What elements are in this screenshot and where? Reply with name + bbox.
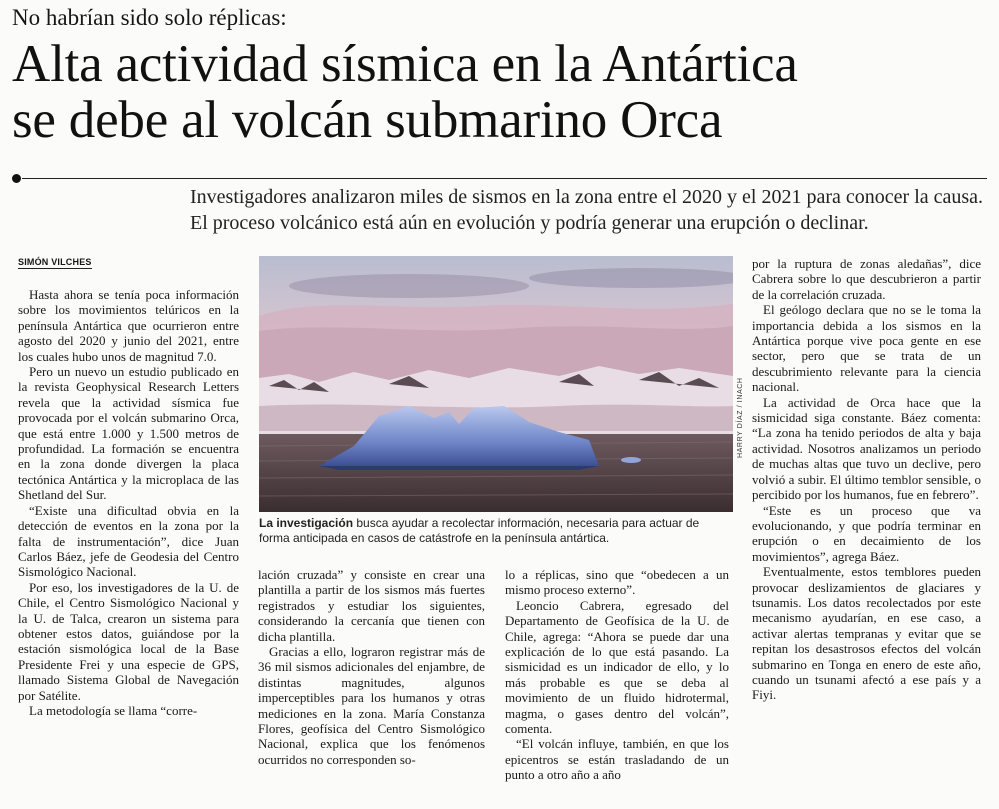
- paragraph: lación cruzada” y consiste en crear una plantilla a partir de los sismos más fuertes registrados y estudiar los siguientes, considerando la cercanía que tienen con dicha plantilla.: [258, 567, 485, 644]
- paragraph: La actividad de Orca hace que la sismicidad siga constante. Báez comenta: “La zona ha tenido periodos de alta y baja actividad. Nosotros analizamos un periodo de muchas altas que tuvo un declive, pero volvió a subir. El último temblor sensible, o percibido por los humanos, fue en febrero”.: [752, 394, 981, 503]
- paragraph: La metodología se llama “corre-: [29, 702, 198, 718]
- headline-rule: [22, 178, 987, 179]
- paragraph: Por eso, los investigadores de la U. de Chile, el Centro Sismológico Nacional y la U. de Talca, crearon un sistema para obtener estos datos, guiándose por la estación sismológica local de la Base Presidente Frei y una especie de GPS, llamado Sistema Global de Navegación por Satélite.: [18, 579, 239, 703]
- paragraph: Eventualmente, estos temblores pueden provocar deslizamientos de glaciares y tsunamis. Los datos recolectados por este mecanismo ayudarían, en ese caso, a activar alertas tempranas y evitar que se repitan los desastrosos efectos del volcán submarino en Tonga en enero de este año, cuando un tsunami afectó a ese país y a Fiyi.: [752, 564, 981, 703]
- paragraph: El geólogo declara que no se le toma la importancia debida a los sismos en la Antártica porque vive poca gente en ese sector, pero que se trata de un descubrimiento relevante para la ciencia nacional.: [752, 302, 981, 395]
- article-photo: [259, 256, 733, 512]
- article-column-2: [258, 567, 485, 767]
- paragraph: lo a réplicas, sino que “obedecen a un mismo proceso externo”.: [505, 567, 729, 598]
- photo-caption: [259, 516, 733, 546]
- paragraph: “El volcán influye, también, en que los epicentros se están trasladando de un punto a otro año a año: [505, 736, 729, 783]
- iceberg-photo-image: [259, 256, 733, 512]
- photo-credit: HARRY DÍAZ / INACH: [737, 377, 744, 458]
- paragraph: Hasta ahora se tenía poca información sobre los movimientos telúricos en la península Antártica que ocurrieron entre agosto del 2020 y junio del 2021, entre los cuales hubo unos de magnitud 7.0.: [18, 287, 239, 364]
- paragraph: “Existe una dificultad obvia en la detección de eventos en la zona por la falta de instrumentación”, dice Juan Carlos Báez, jefe de Geodesia del Centro Sismológico Nacional.: [18, 502, 239, 580]
- deck: Investigadores analizaron miles de sismos en la zona entre el 2020 y el 2021 para conocer la causa. El proceso volcánico está aún en evolución y podría generar una erupción o declinar.: [190, 186, 984, 234]
- paragraph: “Este es un proceso que va evolucionando, y que podría terminar en erupción o en decaimiento de los movimientos”, agrega Báez.: [752, 502, 981, 564]
- paragraph: Pero un nuevo un estudio publicado en la revista Geophysical Research Letters revela que la actividad sísmica fue provocada por el volcán submarino Orca, que está entre 1.000 y 1.500 metros de profundidad. La formación se encuentra en la zona donde divergen la placa tectónica Antártica y la microplaca de las Shetland del Sur.: [18, 364, 239, 503]
- rule-bullet: [12, 174, 21, 183]
- article-column-3: [505, 567, 729, 783]
- article-column-4: [752, 256, 981, 703]
- caption-lead: La investigación: [259, 516, 354, 530]
- paragraph: Leoncio Cabrera, egresado del Departamento de Geofísica de la U. de Chile, agrega: “Ahora se puede dar una explicación de lo que está pasando. La sismicidad es un indicador de ello, y lo más probable es que se deba al movimiento de un fluido hidrotermal, magma, o gases dentro del volcán”, comenta.: [505, 597, 729, 737]
- byline: SIMÓN VILCHES: [18, 257, 92, 267]
- headline: [12, 36, 987, 148]
- headline-line-2: se debe al volcán submarino Orca: [12, 91, 723, 149]
- kicker: No habrían sido solo réplicas:: [12, 5, 287, 30]
- article-column-1: [18, 287, 239, 718]
- headline-line-1: Alta actividad sísmica en la Antártica: [12, 35, 798, 93]
- paragraph: por la ruptura de zonas aledañas”, dice Cabrera sobre lo que descubrieron a partir de la correlación cruzada.: [752, 256, 981, 302]
- paragraph: Gracias a ello, lograron registrar más de 36 mil sismos adicionales del enjambre, de distintas magnitudes, algunos imperceptibles para los humanos y otras mediciones en la zona. María Constanza Flores, geofísica del Centro Sismológico Nacional, explica que los fenómenos ocurridos no corresponden so-: [258, 644, 485, 767]
- caption-text: busca ayudar a recolectar información, necesaria para actuar de forma anticipada en casos de catástrofe en la península antártica.: [259, 516, 700, 545]
